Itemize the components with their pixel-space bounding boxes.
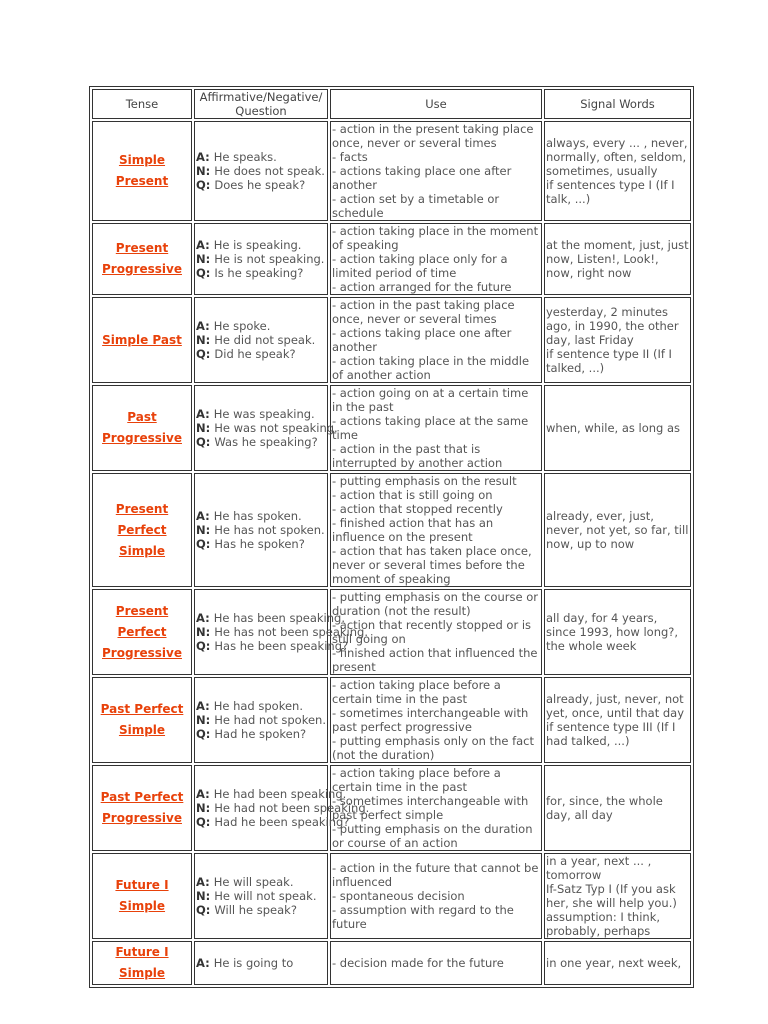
table-row	[92, 941, 691, 985]
tense-cell	[92, 589, 192, 675]
form-line-n	[196, 801, 370, 815]
form-line-n	[196, 421, 338, 435]
tense-cell	[92, 765, 192, 851]
form-line-q	[196, 347, 326, 361]
form-prefix: Q:	[196, 639, 215, 653]
tense-cell	[92, 297, 192, 383]
use-item: - actions taking place one after another	[332, 164, 512, 192]
use-item: - actions taking place at the same time	[332, 414, 529, 442]
form-prefix: N:	[196, 523, 215, 537]
form-line-a	[196, 319, 326, 333]
signal-item: if sentence type III (If I had talked, ...)	[546, 720, 676, 748]
signal-item: at the moment, just, just now, Listen!, Look!, now, right now	[546, 238, 689, 280]
header-row	[92, 89, 691, 119]
form-line-q	[196, 537, 326, 551]
form-prefix: A:	[196, 611, 214, 625]
use-item: - action that is still going on	[332, 488, 493, 502]
signal-item: always, every ... , never, normally, often, seldom, sometimes, usually	[546, 136, 688, 178]
form-text: He was not speaking.	[214, 421, 338, 435]
form-prefix: N:	[196, 713, 215, 727]
signal-item: in one year, next week,	[546, 956, 682, 970]
form-line-n	[196, 889, 326, 903]
form-prefix: A:	[196, 319, 214, 333]
tense-cell	[92, 473, 192, 587]
form-text: He had spoken.	[213, 699, 303, 713]
form-prefix: N:	[196, 333, 215, 347]
signal-item: in a year, next ... , tomorrow	[546, 854, 652, 882]
use-item: - finished action that has an influence on the present	[332, 516, 494, 544]
form-prefix: N:	[196, 252, 215, 266]
form-text: He had been speaking.	[213, 787, 347, 801]
form-line-q	[196, 639, 349, 653]
form-text: He had not been speaking.	[214, 801, 370, 815]
use-item: - actions taking place one after another	[332, 326, 512, 354]
tense-link[interactable]: Future I Simple	[115, 945, 169, 980]
form-prefix: A:	[196, 956, 214, 970]
form-text: Had he been speaking?	[214, 815, 350, 829]
signal-words-cell	[544, 473, 691, 587]
use-item: - action in the future that cannot be influenced	[332, 861, 539, 889]
signal-words-cell	[544, 121, 691, 221]
form-text: Has he spoken?	[214, 537, 305, 551]
form-text: He did not speak.	[214, 333, 316, 347]
forms-cell	[194, 853, 328, 939]
forms-cell	[194, 473, 328, 587]
use-cell	[330, 385, 542, 471]
form-text: He spoke.	[213, 319, 271, 333]
tense-link[interactable]: Past Progressive	[102, 410, 182, 445]
signal-item: if sentence type II (If I talked, ...)	[546, 347, 672, 375]
tense-cell	[92, 121, 192, 221]
signal-item: when, while, as long as	[546, 421, 681, 435]
use-item: - action that recently stopped or is still going on	[332, 618, 532, 646]
form-prefix: A:	[196, 787, 214, 801]
use-cell	[330, 473, 542, 587]
table-row	[92, 223, 691, 295]
form-prefix: Q:	[196, 178, 215, 192]
form-text: Does he speak?	[214, 178, 306, 192]
form-prefix: A:	[196, 699, 214, 713]
form-text: He had not spoken.	[214, 713, 326, 727]
form-line-n	[196, 523, 326, 537]
form-line-a	[196, 787, 347, 801]
tense-link[interactable]: Past Perfect Progressive	[100, 790, 184, 825]
form-line-q	[196, 815, 350, 829]
use-item: - decision made for the future	[332, 956, 504, 970]
use-item: - action in the past that is interrupted by another action	[332, 442, 503, 470]
use-cell	[330, 853, 542, 939]
form-text: He has been speaking.	[213, 611, 345, 625]
form-text: Was he speaking?	[214, 435, 318, 449]
use-cell	[330, 223, 542, 295]
form-line-n	[196, 164, 326, 178]
use-cell	[330, 941, 542, 985]
use-item: - putting emphasis only on the fact (not the duration)	[332, 734, 535, 762]
form-line-a	[196, 509, 326, 523]
form-text: He is not speaking.	[214, 252, 325, 266]
forms-cell	[194, 121, 328, 221]
use-item: - action taking place only for a limited period of time	[332, 252, 508, 280]
form-text: Did he speak?	[214, 347, 296, 361]
form-prefix: Q:	[196, 266, 215, 280]
tense-cell	[92, 385, 192, 471]
signal-item: assumption: I think, probably, perhaps	[546, 910, 661, 938]
form-prefix: A:	[196, 407, 214, 421]
use-cell	[330, 297, 542, 383]
signal-words-cell	[544, 385, 691, 471]
form-text: He is speaking.	[213, 238, 302, 252]
forms-cell	[194, 297, 328, 383]
header-signal-words: Signal Words	[544, 89, 691, 119]
signal-words-cell	[544, 677, 691, 763]
signal-words-cell	[544, 297, 691, 383]
use-cell	[330, 677, 542, 763]
form-text: He has spoken.	[213, 509, 302, 523]
use-item: - facts	[332, 150, 368, 164]
form-line-q	[196, 727, 326, 741]
use-item: - putting emphasis on the duration or course of an action	[332, 822, 533, 850]
form-line-a	[196, 699, 326, 713]
use-cell	[330, 589, 542, 675]
tenses-sheet	[89, 86, 692, 988]
signal-words-cell	[544, 853, 691, 939]
use-item: - action going on at a certain time in the past	[332, 386, 529, 414]
forms-cell	[194, 677, 328, 763]
use-cell	[330, 765, 542, 851]
tense-cell	[92, 223, 192, 295]
form-prefix: N:	[196, 889, 215, 903]
table-body	[92, 121, 691, 985]
tense-cell	[92, 941, 192, 985]
use-item: - action that has taken place once, never or several times before the moment of speaking	[332, 544, 532, 586]
form-line-a	[196, 407, 326, 421]
form-line-n	[196, 713, 326, 727]
form-line-q	[196, 178, 326, 192]
use-item: - action taking place before a certain time in the past	[332, 678, 501, 706]
form-text: Is he speaking?	[214, 266, 304, 280]
form-prefix: Q:	[196, 727, 215, 741]
form-text: He is going to	[213, 956, 294, 970]
forms-cell	[194, 941, 328, 985]
use-item: - action taking place before a certain time in the past	[332, 766, 501, 794]
use-item: - action arranged for the future	[332, 280, 512, 294]
form-text: Had he spoken?	[214, 727, 307, 741]
use-item: - action in the past taking place once, never or several times	[332, 298, 515, 326]
form-line-a	[196, 150, 326, 164]
form-prefix: Q:	[196, 347, 215, 361]
form-prefix: A:	[196, 150, 214, 164]
use-item: - sometimes interchangeable with past perfect simple	[332, 794, 529, 822]
form-text: He will not speak.	[214, 889, 317, 903]
forms-cell	[194, 765, 370, 851]
use-item: - putting emphasis on the result	[332, 474, 517, 488]
forms-cell	[194, 223, 328, 295]
signal-words-cell	[544, 589, 691, 675]
form-text: He does not speak.	[214, 164, 325, 178]
tense-link[interactable]: Simple Past	[102, 332, 182, 347]
tense-cell	[92, 677, 192, 763]
form-prefix: A:	[196, 875, 214, 889]
signal-words-cell	[544, 941, 691, 985]
form-prefix: A:	[196, 509, 214, 523]
form-text: He speaks.	[213, 150, 277, 164]
signal-item: for, since, the whole day, all day	[546, 794, 663, 822]
header-forms: Affirmative/Negative/ Question	[194, 89, 328, 119]
tense-link[interactable]: Present Perfect Progressive	[102, 603, 182, 660]
tense-link[interactable]: Future I Simple	[115, 878, 169, 913]
form-line-q	[196, 266, 326, 280]
tense-link[interactable]: Past Perfect Simple	[100, 702, 184, 737]
form-line-a	[196, 611, 345, 625]
form-prefix: A:	[196, 238, 214, 252]
signal-item: if sentences type I (If I talk, ...)	[546, 178, 675, 206]
form-prefix: N:	[196, 421, 215, 435]
tense-link[interactable]: Simple Present	[115, 153, 169, 188]
table-row	[92, 297, 691, 383]
form-prefix: Q:	[196, 815, 215, 829]
table-row	[92, 589, 691, 675]
forms-cell	[194, 385, 338, 471]
form-prefix: N:	[196, 164, 215, 178]
use-item: - putting emphasis on the course or duration (not the result)	[332, 590, 538, 618]
form-text: He will speak.	[213, 875, 294, 889]
table-row	[92, 677, 691, 763]
forms-cell	[194, 589, 368, 675]
form-text: He has not been speaking.	[214, 625, 368, 639]
use-cell	[330, 121, 542, 221]
signal-words-cell	[544, 765, 691, 851]
table-row	[92, 473, 691, 587]
use-item: - action taking place in the moment of speaking	[332, 224, 539, 252]
form-line-n	[196, 333, 326, 347]
use-item: - assumption with regard to the future	[332, 903, 514, 931]
table-row	[92, 121, 691, 221]
signal-words-cell	[544, 223, 691, 295]
signal-item: yesterday, 2 minutes ago, in 1990, the other day, last Friday	[546, 305, 679, 347]
signal-item: already, ever, just, never, not yet, so far, till now, up to now	[546, 509, 689, 551]
use-item: - sometimes interchangeable with past perfect progressive	[332, 706, 529, 734]
form-line-n	[196, 252, 326, 266]
header-use: Use	[330, 89, 542, 119]
use-item: - action that stopped recently	[332, 502, 503, 516]
use-item: - action taking place in the middle of another action	[332, 354, 530, 382]
form-prefix: N:	[196, 625, 215, 639]
tense-link[interactable]: Present Progressive	[102, 241, 182, 276]
form-line-q	[196, 435, 326, 449]
use-item: - action set by a timetable or schedule	[332, 192, 500, 220]
form-text: Will he speak?	[214, 903, 297, 917]
form-text: He has not spoken.	[214, 523, 325, 537]
table-row	[92, 853, 691, 939]
form-line-a	[196, 238, 326, 252]
form-line-a	[196, 875, 326, 889]
signal-item: all day, for 4 years, since 1993, how long?, the whole week	[546, 611, 679, 653]
form-prefix: Q:	[196, 537, 215, 551]
header-tense: Tense	[92, 89, 192, 119]
tense-link[interactable]: Present Perfect Simple	[115, 501, 169, 558]
form-prefix: Q:	[196, 435, 215, 449]
signal-item: If-Satz Typ I (If you ask her, she will help you.)	[546, 882, 677, 910]
table-row	[92, 765, 691, 851]
form-text: Has he been speaking?	[214, 639, 349, 653]
use-item: - action in the present taking place once, never or several times	[332, 122, 534, 150]
form-prefix: N:	[196, 801, 215, 815]
form-line-q	[196, 903, 326, 917]
form-line-n	[196, 625, 368, 639]
tenses-table	[89, 86, 694, 988]
form-line-a	[196, 956, 326, 970]
table-row	[92, 385, 691, 471]
form-prefix: Q:	[196, 903, 215, 917]
tense-cell	[92, 853, 192, 939]
use-item: - spontaneous decision	[332, 889, 465, 903]
signal-item: already, just, never, not yet, once, until that day	[546, 692, 685, 720]
form-text: He was speaking.	[213, 407, 315, 421]
use-item: - finished action that influenced the present	[332, 646, 538, 674]
